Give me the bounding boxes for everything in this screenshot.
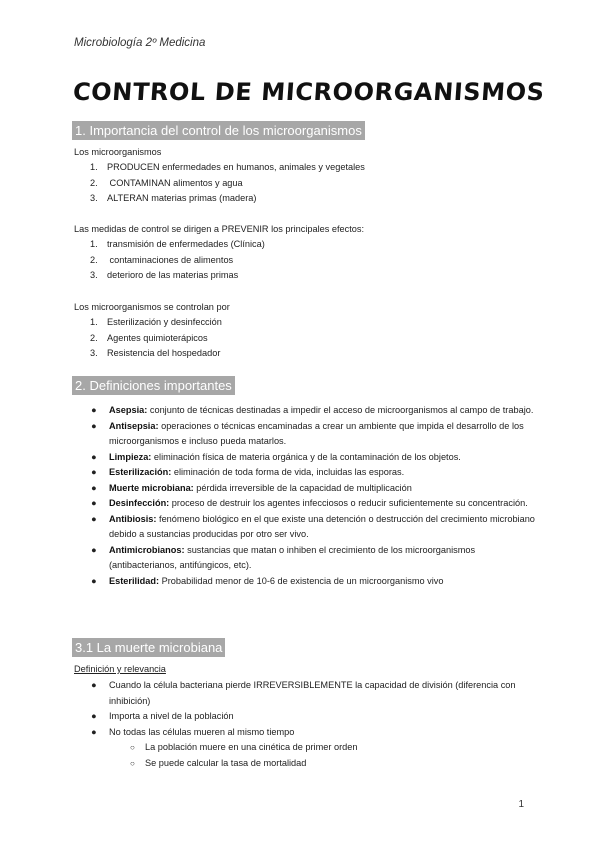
- bullet-icon: ●: [91, 498, 97, 508]
- list-item: ● Antisepsia: operaciones o técnicas encaminadas a crear un ambiente que impida el desarrollo de los microorganismos e incluso pueda matarlos.: [91, 420, 524, 446]
- list-item: ● Importa a nivel de la población: [90, 709, 540, 725]
- document-title: CONTROL DE MICROORGANISMOS: [72, 78, 546, 106]
- list-item: ● Antibiosis: fenómeno biológico en el que existe una detención o destrucción del crecimiento microbiano debido a sustancias producidas por otro ser vivo.: [91, 513, 535, 539]
- bullet-icon: ●: [91, 482, 97, 493]
- list-item: ○ Se puede calcular la tasa de mortalidad: [130, 756, 357, 772]
- list-item: ● Muerte microbiana: pérdida irreversible de la capacidad de multiplicación: [90, 481, 540, 497]
- bullet-icon: ●: [91, 451, 97, 462]
- section-2-heading: 2. Definiciones importantes: [72, 376, 235, 395]
- list-control-methods: [90, 315, 222, 362]
- definitions-list: [90, 403, 540, 589]
- section-1-heading: 1. Importancia del control de los microorganismos: [72, 121, 365, 140]
- list-item: ○ La población muere en una cinética de primer orden: [130, 740, 357, 756]
- bullet-icon: ●: [91, 680, 97, 690]
- list-item: ● Limpieza: eliminación física de materia orgánica y de la contaminación de los objetos.: [90, 450, 540, 466]
- bullet-icon: ●: [91, 467, 97, 477]
- section-1-intro-3: Los microorganismos se controlan por: [74, 302, 230, 312]
- list-effects: [90, 160, 365, 207]
- list-item: ● Desinfección: proceso de destruir los agentes infecciosos o reducir suficientemente su concentración.: [90, 496, 540, 512]
- bullet-icon: ●: [91, 575, 97, 586]
- list-item: ● No todas las células mueren al mismo tiempo: [90, 725, 540, 741]
- bullet-icon: ●: [91, 726, 97, 737]
- microbial-death-list: [90, 678, 540, 740]
- section-3-heading: 3.1 La muerte microbiana: [72, 638, 225, 657]
- list-item: ● Cuando la célula bacteriana pierde IRREVERSIBLEMENTE la capacidad de división (diferencia con inhibición): [91, 680, 516, 706]
- list-item: 3. Resistencia del hospedador: [90, 348, 221, 358]
- list-item: 3. deterioro de las materias primas: [90, 270, 239, 280]
- microbial-death-sublist: [130, 740, 357, 771]
- list-item: ● Antimicrobianos: sustancias que matan o inhiben el crecimiento de los microorganismos (antibacterianos, antifúngicos, etc).: [91, 544, 476, 570]
- list-item: 1. PRODUCEN enfermedades en humanos, animales y vegetales: [90, 162, 365, 172]
- list-item: 1. transmisión de enfermedades (Clínica): [90, 239, 265, 249]
- bullet-icon: ●: [91, 544, 97, 555]
- list-item: 3. ALTERAN materias primas (madera): [90, 193, 257, 203]
- list-item: 1. Esterilización y desinfección: [90, 317, 222, 327]
- list-item: ● Asepsia: conjunto de técnicas destinadas a impedir el acceso de microorganismos al campo de trabajo.: [90, 403, 540, 419]
- section-1-intro-2: Las medidas de control se dirigen a PREVENIR los principales efectos:: [74, 224, 365, 234]
- page-number: 1: [518, 799, 524, 810]
- section-1-intro-1: Los microorganismos: [74, 147, 162, 157]
- section-3-subheading: Definición y relevancia: [74, 664, 166, 674]
- running-header: Microbiología 2º Medicina: [74, 37, 206, 49]
- list-item: ● Esterilidad: Probabilidad menor de 10-6 de existencia de un microorganismo vivo: [90, 574, 540, 590]
- list-item: 2. Agentes quimioterápicos: [90, 332, 208, 343]
- bullet-icon: ●: [91, 711, 97, 721]
- bullet-icon: ●: [91, 405, 97, 415]
- list-item: 2. CONTAMINAN alimentos y agua: [90, 177, 243, 188]
- list-prevention: [90, 237, 265, 284]
- circle-bullet-icon: ○: [130, 758, 135, 768]
- bullet-icon: ●: [91, 513, 97, 524]
- list-item: 2. contaminaciones de alimentos: [90, 254, 234, 265]
- circle-bullet-icon: ○: [130, 743, 135, 752]
- bullet-icon: ●: [91, 420, 97, 431]
- list-item: ● Esterilización: eliminación de toda forma de vida, incluidas las esporas.: [90, 465, 540, 481]
